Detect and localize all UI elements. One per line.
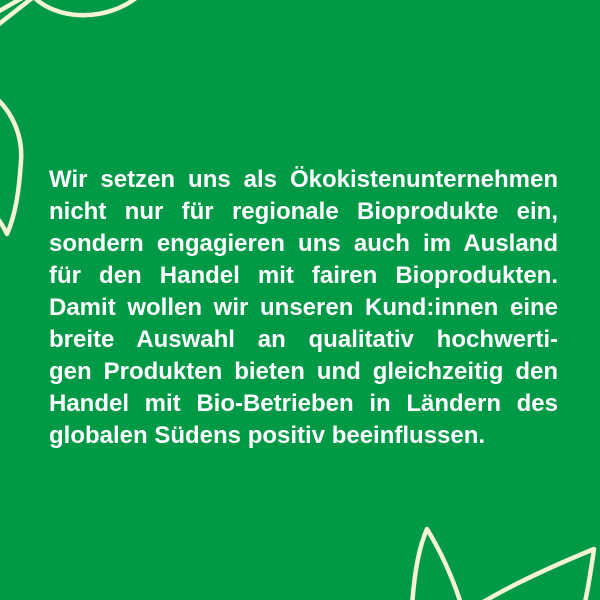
stem-line-top-left-icon: [0, 0, 29, 14]
paragraph-line: sondern engagieren uns auch im Ausland: [49, 230, 558, 257]
leaf-outline-left-icon: [0, 98, 21, 234]
leaf-outline-bottom-narrow-icon: [412, 529, 462, 600]
leaf-curve-top-icon: [31, 0, 142, 15]
paragraph-line: Handel mit Bio-Betrieben in Ländern des: [49, 390, 558, 417]
paragraph-line: für den Handel mit fairen Bioprodukten.: [49, 262, 558, 289]
paragraph-line: Wir setzen uns als Ökokistenunternehmen: [49, 166, 558, 193]
paragraph-line: gen Produkten bieten und gleichzeitig den: [49, 358, 558, 385]
paragraph-line: Damit wollen wir unseren Kund:innen eine: [49, 294, 558, 321]
paragraph-line: breite Auswahl an qualitativ hochwerti-: [49, 326, 558, 353]
paragraph-line: nicht nur für regionale Bioprodukte ein,: [49, 198, 558, 225]
stem-line-top-left-2-icon: [0, 0, 36, 28]
leaf-outline-bottom-wide-icon: [475, 549, 594, 600]
paragraph-line: globalen Südens positiv beeinflussen.: [49, 422, 486, 449]
paragraph: [49, 164, 558, 452]
